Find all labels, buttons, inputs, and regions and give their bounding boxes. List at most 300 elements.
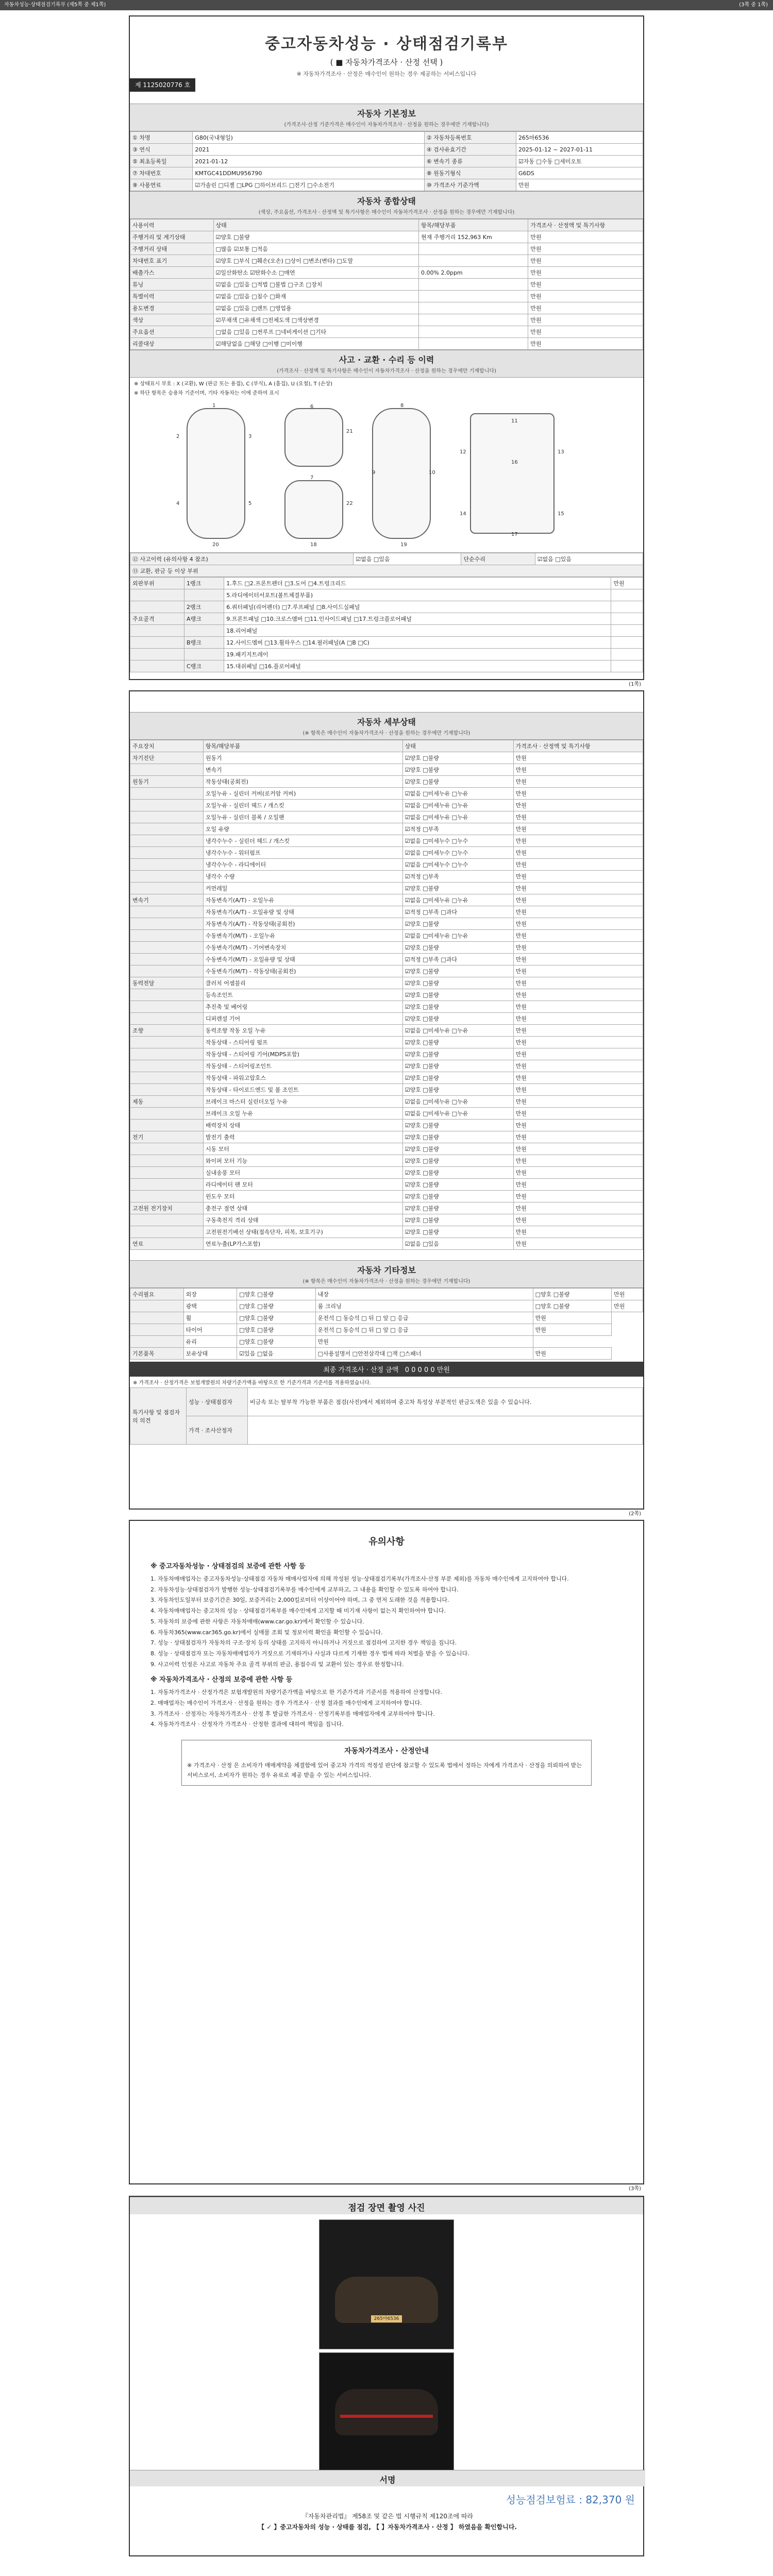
detail-status: ☑적정 □부족 □과다 [402,906,513,918]
notice-item: 2. 자동차성능·상태점검자가 발행한 성능·상태점검기록부를 매수인에게 교부하고, 그 내용을 확인할 수 있도록 하여야 합니다. [150,1586,459,1593]
detail-row [130,800,643,811]
detail-status: ☑양호 □불량 [402,965,513,977]
detail-row [130,1179,643,1191]
rank-level: C랭크 [184,660,224,672]
etc-cell: □양호 □불량 [237,1300,315,1312]
rank-row [130,578,643,589]
detail-row [130,1131,643,1143]
general-row [130,243,643,255]
detail-status: ☑양호 □불량 [402,942,513,954]
general-price: 만원 [528,302,643,314]
detail-price: 만원 [513,1238,643,1250]
diagram-number: 11 [511,418,518,424]
rank-parts: 5.라디에이터서포트(볼트체결부품) [224,589,611,601]
detail-item: 동력조향 작동 오일 누유 [203,1025,402,1037]
remark-label: 특기사항 및 점검자의 의견 [130,1388,187,1445]
general-table [130,219,643,350]
general-label: 차대번호 표기 [130,255,214,267]
detail-price: 만원 [513,1096,643,1108]
detail-price: 만원 [513,776,643,788]
detail-price: 만원 [513,942,643,954]
detail-group [130,906,204,918]
detail-price: 만원 [513,1179,643,1191]
detail-status: ☑없음 □미세누유 □누유 [402,788,513,800]
detail-status: ☑없음 □미세누유 □누유 [402,930,513,942]
detail-item: 변속기 [203,764,402,776]
detail-price: 만원 [513,1013,643,1025]
detail-price: 만원 [513,1155,643,1167]
rank-group: 주요골격 [130,613,184,625]
detail-price: 만원 [513,1084,643,1096]
detail-group [130,965,204,977]
page-3 [129,1520,644,2192]
rear-lights [340,2415,433,2418]
detail-row [130,954,643,965]
car-frame [470,413,554,534]
detail-row [130,1238,643,1250]
detail-price: 만원 [513,1131,643,1143]
detail-status: ☑없음 □있음 [402,1238,513,1250]
accident-subtitle: (가격조사 · 산정액 및 특기사항은 매수인이 자동차가격조사 · 산정을 원하는 경우에만 기재합니다) [130,366,643,378]
detail-status: ☑없음 □미세누수 □누수 [402,847,513,859]
detail-head-cell: 주요장치 [130,740,204,752]
detail-price: 만원 [513,752,643,764]
detail-item: 냉각수누수 - 실린더 헤드 / 개스킷 [203,835,402,847]
etc-cell: □양호 □불량 [237,1324,315,1336]
etc-row [130,1336,643,1348]
photos-title: 점검 장면 촬영 사진 [130,2197,643,2214]
accident-label: ⑫ 사고이력 (유의사항 4 참조) [130,553,354,565]
final-price-bar [130,1362,643,1377]
detail-status: ☑양호 □불량 [402,1084,513,1096]
detail-group: 원동기 [130,776,204,788]
final-price-note: ※ 가격조사 · 산정가격은 보험개발원의 차량기준가액을 바탕으로 한 기준가격과 기준서를 적용하였습니다. [133,1380,371,1386]
diagram-number: 15 [558,511,564,517]
general-row [130,231,643,243]
basic-value: ☑가솔린 □디젤 □LPG □하이브리드 □전기 □수소전기 [193,179,424,191]
car-front [284,408,343,467]
basic-value: KMTGC41DDMU956790 [193,167,424,179]
detail-item: 수동변속기(M/T) - 오일누유 [203,930,402,942]
diagram-number: 6 [310,404,314,410]
etc-cell: □양호 □불량 [533,1289,611,1300]
detail-group [130,1226,204,1238]
detail-price: 만원 [513,1167,643,1179]
detail-price: 만원 [513,1025,643,1037]
etc-cell: 내장 [315,1289,533,1300]
detail-price: 만원 [513,835,643,847]
general-head-cell: 사용이력 [130,219,214,231]
basic-label: ⑨ 사용연료 [130,179,193,191]
basic-row [130,179,643,191]
detail-status: ☑양호 □불량 [402,883,513,894]
detail-table [130,740,643,1250]
detail-head [130,740,643,752]
detail-row [130,835,643,847]
diagram-number: 18 [310,542,317,548]
etc-cell: □양호 □불량 [237,1289,315,1300]
remark-table [130,1387,643,1445]
detail-status: ☑양호 □불량 [402,1179,513,1191]
detail-item: 라디에이터 팬 모터 [203,1179,402,1191]
basic-label: ⑥ 변속기 종류 [424,156,516,167]
general-row [130,279,643,291]
basic-label: ③ 연식 [130,144,193,156]
detail-item: 커먼레일 [203,883,402,894]
rank-row [130,601,643,613]
notice-body [130,1549,643,1803]
detail-status: ☑양호 □불량 [402,1155,513,1167]
etc-cell: 외장 [183,1289,237,1300]
detail-price: 만원 [513,1037,643,1048]
rank-row [130,649,643,660]
detail-row [130,1202,643,1214]
detail-status: ☑양호 □불량 [402,1167,513,1179]
detail-item: 오일누유 - 실린더 커버(로커암 커버) [203,788,402,800]
detail-row [130,1084,643,1096]
detail-price: 만원 [513,788,643,800]
photo-page [129,2196,644,2556]
etc-cell [130,1312,184,1324]
diagram-number: 9 [372,470,376,476]
etc-cell [130,1300,184,1312]
basic-row [130,144,643,156]
general-price: 만원 [528,279,643,291]
notice-item: 3. 자동차인도일부터 보증기간은 30일, 보증거리는 2,000킬로미터 이상이어야 하며, 그 중 먼저 도래한 것을 적용합니다. [150,1597,449,1604]
general-subtitle: (색상, 주요옵션, 가격조사 · 산정액 및 특기사항은 매수인이 자동차가격조사 · 산정을 원하는 경우에만 기재합니다) [130,208,643,219]
diagram-number: 19 [400,542,407,548]
final-price-value: 0 0 0 0 0 만원 [405,1366,450,1374]
etc-cell: 유리 [183,1336,237,1348]
detail-group [130,1084,204,1096]
basic-info-subtitle: (가격조사·산정 기준가격은 매수인이 자동차가격조사 · 산정을 원하는 경우에만 기재합니다) [130,120,643,131]
detail-row [130,871,643,883]
general-label: 주행거리 및 계기상태 [130,231,214,243]
detail-row [130,823,643,835]
detail-price: 만원 [513,918,643,930]
detail-row [130,965,643,977]
detail-group [130,1072,204,1084]
detail-row [130,977,643,989]
notice-item: 4. 자동차매매업자는 중고차의 성능 · 상태점검기록부를 매수인에게 고지할 때 미기재 사항이 없는지 확인하여야 합니다. [150,1607,446,1615]
page-1-footer: (1쪽) [629,682,641,687]
detail-row [130,918,643,930]
basic-row [130,132,643,144]
detail-row [130,906,643,918]
detail-status: ☑양호 □불량 [402,918,513,930]
detail-price: 만원 [513,1214,643,1226]
detail-price: 만원 [513,1226,643,1238]
notice-item: 9. 사고이력 인정은 사고로 자동차 주요 골격 부위의 판금, 용접수리 및 교환이 있는 경우로 한정합니다. [150,1660,404,1668]
general-status: ☑무채색 □유채색 □전체도색 □색상변경 [213,314,419,326]
detail-status: ☑적정 □부족 □과다 [402,954,513,965]
etc-price: 만원 [612,1300,643,1312]
detail-status: ☑없음 □미세누유 □누유 [402,1096,513,1108]
rank-price [611,660,643,672]
top-strip-right: (3쪽 중 1쪽) [739,2,768,8]
detail-item: 오일누유 - 실린더 블록 / 오일팬 [203,811,402,823]
general-price: 만원 [528,314,643,326]
detail-group: 자기진단 [130,752,204,764]
general-label: 주요옵션 [130,326,214,338]
general-status: ☑없음 □있음 □렌트 □영업용 [213,302,419,314]
diagram-number: 13 [558,449,564,455]
diagram-number: 8 [400,403,404,409]
detail-row [130,811,643,823]
detail-status: ☑양호 □불량 [402,1072,513,1084]
rank-group [130,637,184,649]
car-left-side [187,408,245,539]
etc-cell: 수리필요 [130,1289,184,1300]
notice-item: 6. 자동차365(www.car365.go.kr)에서 실매물 조회 및 정보이력 확인을 확인할 수 있습니다. [150,1629,383,1636]
general-status: ☑없음 □있음 □침수 □화재 [213,291,419,302]
accident-row [130,553,643,565]
etc-row [130,1348,643,1360]
etc-row [130,1300,643,1312]
diagram-number: 3 [248,434,252,439]
detail-status: ☑양호 □불량 [402,1191,513,1202]
general-head-cell: 가격조사 · 산정액 및 특기사항 [528,219,643,231]
detail-item: 작동상태(공회전) [203,776,402,788]
detail-row [130,1001,643,1013]
etc-cell: 룸 크리닝 [315,1300,533,1312]
rank-level: 1랭크 [184,578,224,589]
detail-price: 만원 [513,1143,643,1155]
general-status: ☑해당없음 □해당 □이행 □미이행 [213,338,419,350]
rank-parts: 6.쿼터패널(리어펜더) □7.루프패널 □8.사이드실패널 [224,601,611,613]
notice-item: 7. 성능 · 상태점검자가 자동차의 구조·장치 등의 상태를 고지하지 아니하거나 거짓으로 점검하여 고지한 경우 책임을 집니다. [150,1639,457,1647]
rank-level: B랭크 [184,637,224,649]
diagram-number: 7 [310,475,314,481]
rank-level: A랭크 [184,613,224,625]
basic-value: 265마6536 [516,132,643,144]
detail-row [130,1025,643,1037]
detail-group [130,1143,204,1155]
detail-price: 만원 [513,989,643,1001]
remark-2-text [248,1416,643,1445]
detail-status: ☑없음 □미세누유 □누유 [402,1108,513,1120]
detail-item: 수동변속기(M/T) - 작동상태(공회전) [203,965,402,977]
basic-value: 2021 [193,144,424,156]
general-status: □없음 □있음 □썬루프 □네비게이션 □기타 [213,326,419,338]
repair-label: 단순수리 [461,553,535,565]
detail-row [130,1037,643,1048]
general-label: 색상 [130,314,214,326]
accident-value: ☑없음 □있음 [354,553,461,565]
diagram-number: 21 [346,429,353,434]
general-item [419,279,528,291]
detail-price: 만원 [513,859,643,871]
detail-price: 만원 [513,1072,643,1084]
detail-group: 전기 [130,1131,204,1143]
notice-h2: ※ 자동차가격조사 · 산정의 보증에 관한 사항 등 [150,1676,293,1684]
detail-row [130,1108,643,1120]
detail-item: 자동변속기(A/T) - 오일유량 및 상태 [203,906,402,918]
detail-group [130,1108,204,1120]
detail-item: 시동 모터 [203,1143,402,1155]
detail-group [130,954,204,965]
general-label: 리콜대상 [130,338,214,350]
basic-label: ⑦ 차대번호 [130,167,193,179]
notice-h1: ※ 중고자동차성능 · 상태점검의 보증에 관한 사항 등 [150,1563,306,1570]
basic-value: G6DS [516,167,643,179]
detail-item: 와이퍼 모터 기능 [203,1155,402,1167]
general-title: 자동차 종합상태 [130,191,643,208]
notice-item: 8. 성능 · 상태점검자 또는 자동차매매업자가 거짓으로 기재하거나 사실과 다르게 기재한 경우 법에 따라 처벌을 받을 수 있습니다. [150,1650,469,1657]
rank-price [611,625,643,637]
detail-group [130,835,204,847]
detail-item: 원동기 [203,752,402,764]
sign-statement: 『자동차관리법』 제58조 및 같은 법 시행규칙 제120조에 따라 [301,2513,474,2520]
sign-statement-2: 【 ✓ 】중고자동차의 성능 · 상태를 점검, 【 】자동차가격조사 · 산정 】 하였음을 확인합니다. [258,2523,517,2531]
diagram-number: 1 [212,403,216,409]
detail-group [130,764,204,776]
detail-item: 작동상태 - 타이로드엔드 및 볼 조인트 [203,1084,402,1096]
general-label: 튜닝 [130,279,214,291]
etc-subtitle: (※ 항목은 매수인이 자동차가격조사 · 산정을 원하는 경우에만 기재합니다) [130,1277,643,1288]
detail-row [130,1226,643,1238]
rank-level [184,649,224,660]
basic-label: ⑤ 최초등록일 [130,156,193,167]
detail-item: 고전원전기배선 상태(접속단자, 피복, 보호기구) [203,1226,402,1238]
detail-item: 작동상태 - 스티어링 펌프 [203,1037,402,1048]
detail-item: 냉각수누수 - 워터펌프 [203,847,402,859]
photo-rear [319,2352,454,2472]
detail-row [130,989,643,1001]
detail-item: 브레이크 오일 누유 [203,1108,402,1120]
detail-status: ☑양호 □불량 [402,989,513,1001]
detail-status: ☑양호 □불량 [402,1226,513,1238]
detail-head-cell: 상태 [402,740,513,752]
parts-row [130,565,643,577]
general-head [130,219,643,231]
basic-label: ① 차명 [130,132,193,144]
inspection-fee: 성능점검보험료 : 82,370 원 [506,2494,635,2506]
detail-group [130,1013,204,1025]
etc-price: 만원 [533,1312,611,1324]
detail-price: 만원 [513,1060,643,1072]
etc-cell: 기본품목 [130,1348,184,1360]
detail-row [130,764,643,776]
detail-item: 자동변속기(A/T) - 작동상태(공회전) [203,918,402,930]
detail-group [130,859,204,871]
rank-parts: 18.리어패널 [224,625,611,637]
detail-price: 만원 [513,883,643,894]
detail-group: 조향 [130,1025,204,1037]
general-price: 만원 [528,231,643,243]
detail-status: ☑적정 □부족 [402,823,513,835]
detail-group [130,930,204,942]
detail-subtitle: (※ 항목은 매수인이 자동차가격조사 · 산정을 원하는 경우에만 기재합니다) [130,728,643,740]
general-row [130,302,643,314]
etc-cell: 타이어 [183,1324,237,1336]
general-status: ☑없음 □있음 □적법 □불법 □구조 □장치 [213,279,419,291]
price-guide-box [181,1740,592,1786]
detail-status: ☑양호 □불량 [402,1048,513,1060]
detail-item: 작동상태 - 스티어링 기어(MDPS포함) [203,1048,402,1060]
rank-parts: 1.후드 □2.프론트펜더 □3.도어 □4.트렁크리드 [224,578,611,589]
general-head-cell: 상태 [213,219,419,231]
detail-item: 자동변속기(A/T) - 오일누유 [203,894,402,906]
accident-history-table [130,553,643,577]
general-item [419,314,528,326]
detail-group [130,942,204,954]
etc-cell: 운전석 □ 동승석 □ 뒤 □ 앞 □ 응급 [315,1324,533,1336]
general-status: □많음 ☑보통 □적음 [213,243,419,255]
detail-status: ☑양호 □불량 [402,1143,513,1155]
detail-status: ☑없음 □미세누유 □누유 [402,894,513,906]
detail-status: ☑적정 □부족 [402,871,513,883]
detail-price: 만원 [513,965,643,977]
detail-price: 만원 [513,1108,643,1120]
diagram-number: 17 [511,532,518,537]
general-price: 만원 [528,291,643,302]
general-item [419,302,528,314]
basic-label: ② 자동차등록번호 [424,132,516,144]
detail-item: 충전구 절연 상태 [203,1202,402,1214]
detail-group: 연료 [130,1238,204,1250]
top-strip [0,0,773,10]
detail-title: 자동차 세부상태 [130,712,643,728]
page-3-footer: (3쪽) [629,2186,641,2192]
rank-price: 만원 [611,578,643,589]
page-note: ※ 자동차가격조사 · 산정은 매수인이 원하는 경우 제공하는 서비스입니다 [296,71,477,77]
document-number: 제 1125020776 호 [130,78,195,92]
detail-item: 냉각수 수량 [203,871,402,883]
rank-row [130,637,643,649]
detail-row [130,1214,643,1226]
damage-diagram [130,398,643,553]
etc-cell: □양호 □불량 [533,1300,611,1312]
etc-cell: □양호 □불량 [237,1336,315,1348]
detail-row [130,1096,643,1108]
general-price: 만원 [528,267,643,279]
detail-status: ☑양호 □불량 [402,776,513,788]
rank-level: 2랭크 [184,601,224,613]
detail-group [130,823,204,835]
detail-item: 수동변속기(M/T) - 오일유량 및 상태 [203,954,402,965]
remark-2-label: 가격 · 조사산정자 [187,1416,248,1445]
detail-group: 변속기 [130,894,204,906]
detail-head-cell: 가격조사 · 산정액 및 특기사항 [513,740,643,752]
etc-title: 자동차 기타정보 [130,1260,643,1277]
rank-group: 외판부위 [130,578,184,589]
vehicle-rear-shape [335,2389,438,2435]
diagram-number: 5 [248,501,252,506]
basic-value: 만원 [516,179,643,191]
detail-item: 발전기 출력 [203,1131,402,1143]
detail-status: ☑양호 □불량 [402,1013,513,1025]
detail-row [130,788,643,800]
diagram-number: 12 [460,449,466,455]
remark-1-text: 비금속 또는 탈부착 가능한 부품은 점검(사진)에서 제외하며 중고차 특성상 부분적인 판금도색은 있을 수 있습니다. [248,1388,643,1416]
etc-row [130,1312,643,1324]
repair-value: ☑없음 □있음 [535,553,643,565]
diagram-number: 2 [176,434,180,439]
title-block [130,16,643,81]
general-row [130,291,643,302]
detail-group [130,1214,204,1226]
detail-row [130,894,643,906]
detail-group [130,1191,204,1202]
detail-status: ☑없음 □미세누유 □누유 [402,800,513,811]
detail-status: ☑양호 □불량 [402,1131,513,1143]
detail-status: ☑양호 □불량 [402,764,513,776]
notice-item: 5. 자동차의 보증에 관한 사항은 자동차매매(www.car.go.kr)에서 확인할 수 있습니다. [150,1618,364,1625]
rank-price [611,601,643,613]
sign-block [130,2470,645,2552]
detail-price: 만원 [513,1191,643,1202]
